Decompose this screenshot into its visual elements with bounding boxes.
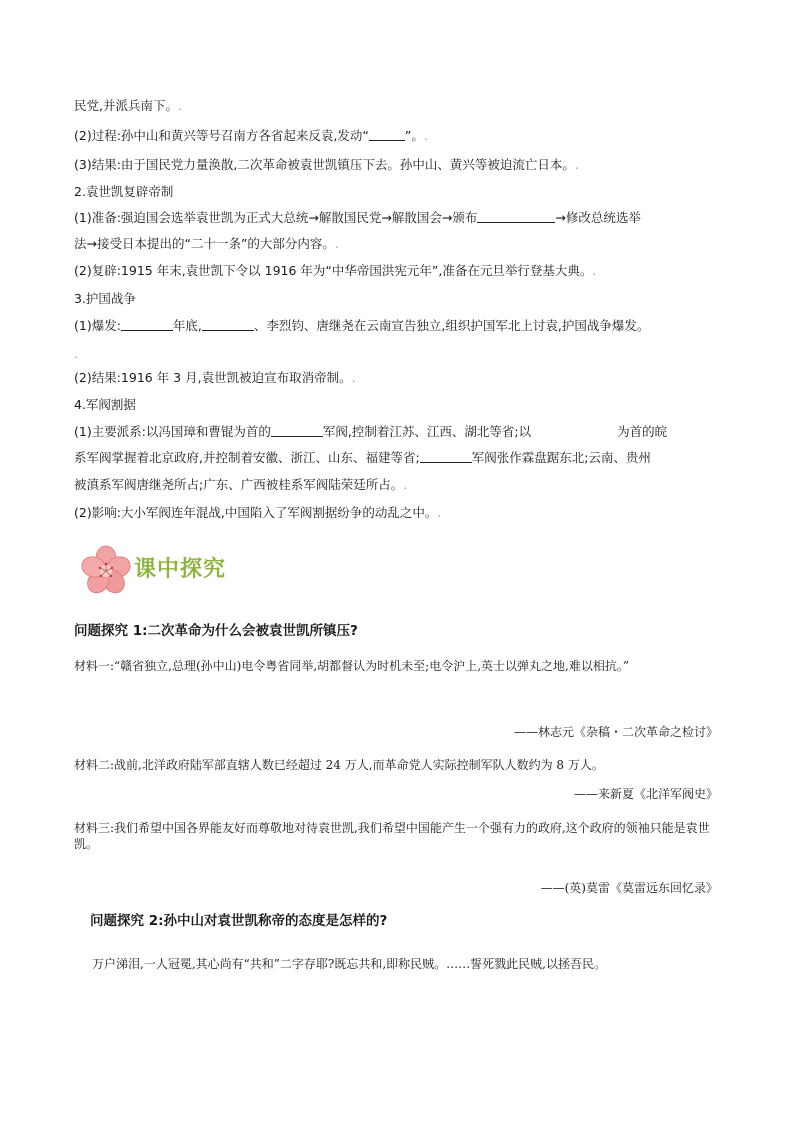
- fill-blank[interactable]: [477, 210, 555, 223]
- material-text: 材料三:我们希望中国各界能友好而尊敬地对待袁世凯,我们希望中国能产生一个强有力的政府,这个政府的领袖只能是袁世凯。: [74, 821, 710, 851]
- material-source: ——林志元《杂稿・二次革命之检讨》: [513, 725, 718, 739]
- question-title: 问题探究 1:二次革命为什么会被袁世凯所镇压?: [74, 623, 358, 639]
- material-source: ——(英)莫雷《莫雷远东回忆录》: [540, 881, 718, 895]
- fill-blank[interactable]: [121, 318, 173, 331]
- section-heading: 2.袁世凯复辟帝制: [74, 184, 174, 199]
- text-line: (3)结果:由于国民党力量涣散,二次革命被袁世凯镇压下去。孙中山、黄兴等被迫流亡日本。.: [74, 157, 579, 172]
- text-line: 民党,并派兵南下。.: [74, 98, 182, 113]
- section-title: 课中探究: [134, 557, 227, 582]
- text-line: .: [74, 346, 78, 361]
- material-text: 材料二:战前,北洋政府陆军部直辖人数已经超过 24 万人,而革命党人实际控制军队人数约为 8 万人。: [74, 758, 604, 772]
- text-line: (2)影响:大小军阀连年混战,中国陷入了军阀割据纷争的动乱之中。.: [74, 505, 442, 520]
- text-line: (1)准备:强迫国会选举袁世凯为正式大总统→解散国民党→解散国会→颁布 →修改总统选举: [74, 210, 641, 225]
- material-text: 万户涕泪,一人冠冕,其心尚有“共和”二字存耶?既忘共和,即称民贼。……誓死戮此民贼,以拯吾民。: [92, 957, 606, 971]
- text-line: (2)结果:1916 年 3 月,袁世凯被迫宣布取消帝制。.: [74, 370, 356, 385]
- question-title: 问题探究 2:孙中山对袁世凯称帝的态度是怎样的?: [90, 913, 388, 929]
- fill-blank[interactable]: [531, 424, 617, 436]
- fill-blank[interactable]: [420, 450, 472, 463]
- section-heading: 3.护国战争: [74, 291, 136, 306]
- text-line: (1)爆发: 年底, 、李烈钧、唐继尧在云南宣告独立,组织护国军北上讨袁,护国战争爆发。: [74, 318, 650, 333]
- text-line: 被滇系军阀唐继尧所占;广东、广西被桂系军阀陆荣廷所占。.: [74, 477, 408, 492]
- text-line: (2)过程:孙中山和黄兴等号召南方各省起来反袁,发动“ ”。.: [74, 128, 428, 143]
- fill-blank[interactable]: [369, 128, 405, 141]
- material-source: ——来新夏《北洋军阀史》: [573, 787, 718, 801]
- plum-blossom-icon: [76, 543, 136, 599]
- text-line: (2)复辟:1915 年末,袁世凯下令以 1916 年为“中华帝国洪宪元年”,准备在元旦举行登基大典。.: [74, 263, 597, 278]
- text-line: 法→接受日本提出的“二十一条”的大部分内容。.: [74, 236, 339, 251]
- fill-blank[interactable]: [271, 424, 323, 437]
- section-heading: 4.军阀割据: [74, 397, 136, 412]
- fill-blank[interactable]: [202, 318, 254, 331]
- text-line: (1)主要派系:以冯国璋和曹锟为首的 军阀,控制着江苏、江西、湖北等省;以 为首的皖: [74, 424, 668, 439]
- text-line: 系军阀掌握着北京政府,并控制着安徽、浙江、山东、福建等省; 军阀张作霖盘踞东北;云南、贵州: [74, 450, 651, 465]
- material-text: 材料一:“赣省独立,总理(孙中山)电令粤省同举,胡都督认为时机未至;电令沪上,英士以弹丸之地,难以相抗。”: [74, 659, 629, 673]
